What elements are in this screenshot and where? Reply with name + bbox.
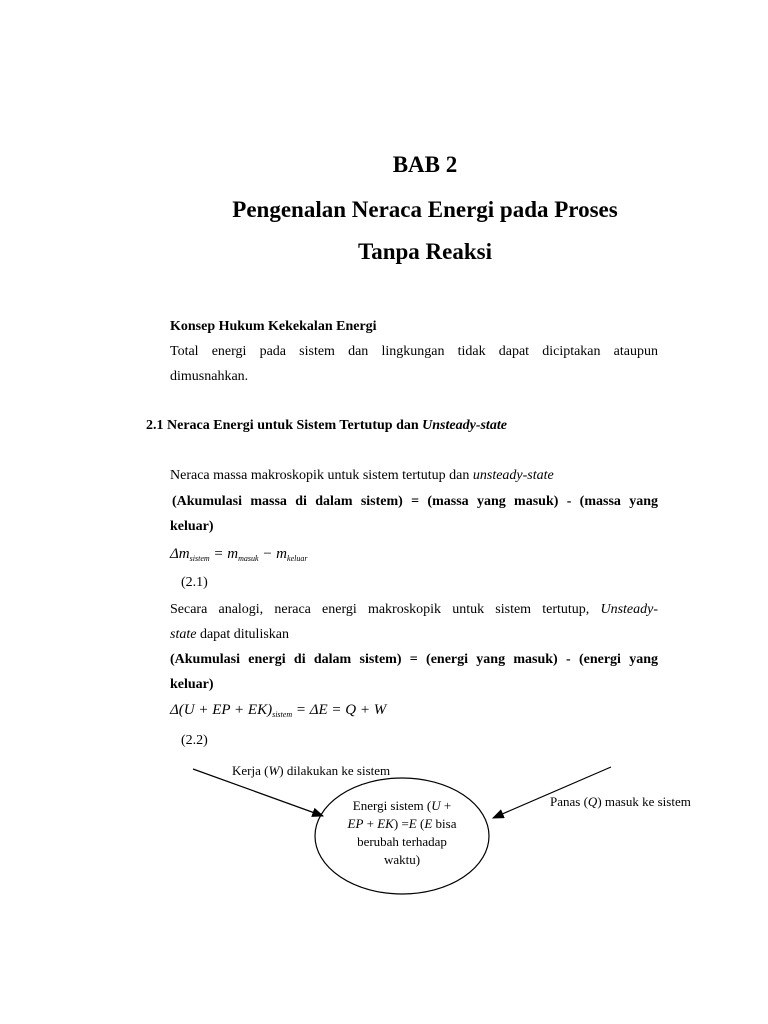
- heat-label: Panas (Q) masuk ke sistem: [550, 794, 691, 809]
- equation-2-1: $\Delta m_{sistem} = m_{masuk} - m_{keluar}$: [170, 546, 308, 563]
- mass-balance-statement-line-2: keluar): [170, 519, 214, 534]
- system-energy-label: Energi sistem (U + EP + EK) =E (E bisa berubah terhadap waktu): [347, 798, 457, 867]
- section-heading-italic: Unsteady-state: [422, 418, 507, 433]
- mass-balance-statement-line-1: (Akumulasi massa di dalam sistem) = (massa yang masuk) - (massa yang: [172, 494, 658, 509]
- mass-balance-intro: Neraca massa makroskopik untuk sistem tertutup dan unsteady-state: [170, 468, 554, 483]
- energy-balance-statement-line-2: keluar): [170, 677, 214, 692]
- chapter-title-line-2: Tanpa Reaksi: [357, 239, 492, 264]
- section-heading: 2.1 Neraca Energi untuk Sistem Tertutup dan Unsteady-state: [146, 418, 507, 433]
- concept-heading: Konsep Hukum Kekekalan Energi: [170, 319, 377, 334]
- analogy-text-line-2: state dapat dituliskan: [170, 627, 289, 642]
- chapter-heading: BAB 2: [392, 152, 458, 177]
- heat-arrow: [493, 767, 611, 818]
- chapter-title-line-1: Pengenalan Neraca Energi pada Proses: [232, 197, 618, 222]
- concept-text-line-2: dimusnahkan.: [170, 369, 249, 384]
- work-label: Kerja (W) dilakukan ke sistem: [232, 763, 391, 778]
- equation-number-2-1: (2.1): [181, 575, 208, 590]
- concept-text-line-1: Total energi pada sistem dan lingkungan tidak dapat diciptakan ataupun: [170, 344, 658, 359]
- analogy-text-line-1: Secara analogi, neraca energi makroskopik untuk sistem tertutup, Unsteady-: [170, 602, 658, 617]
- equation-2-2: Δ(U + EP + $EK)_{sistem} = \Delta E = Q + W$: [170, 702, 387, 719]
- energy-balance-statement-line-1: (Akumulasi energi di dalam sistem) = (energi yang masuk) - (energi yang: [170, 652, 658, 667]
- equation-number-2-2: (2.2): [181, 733, 208, 748]
